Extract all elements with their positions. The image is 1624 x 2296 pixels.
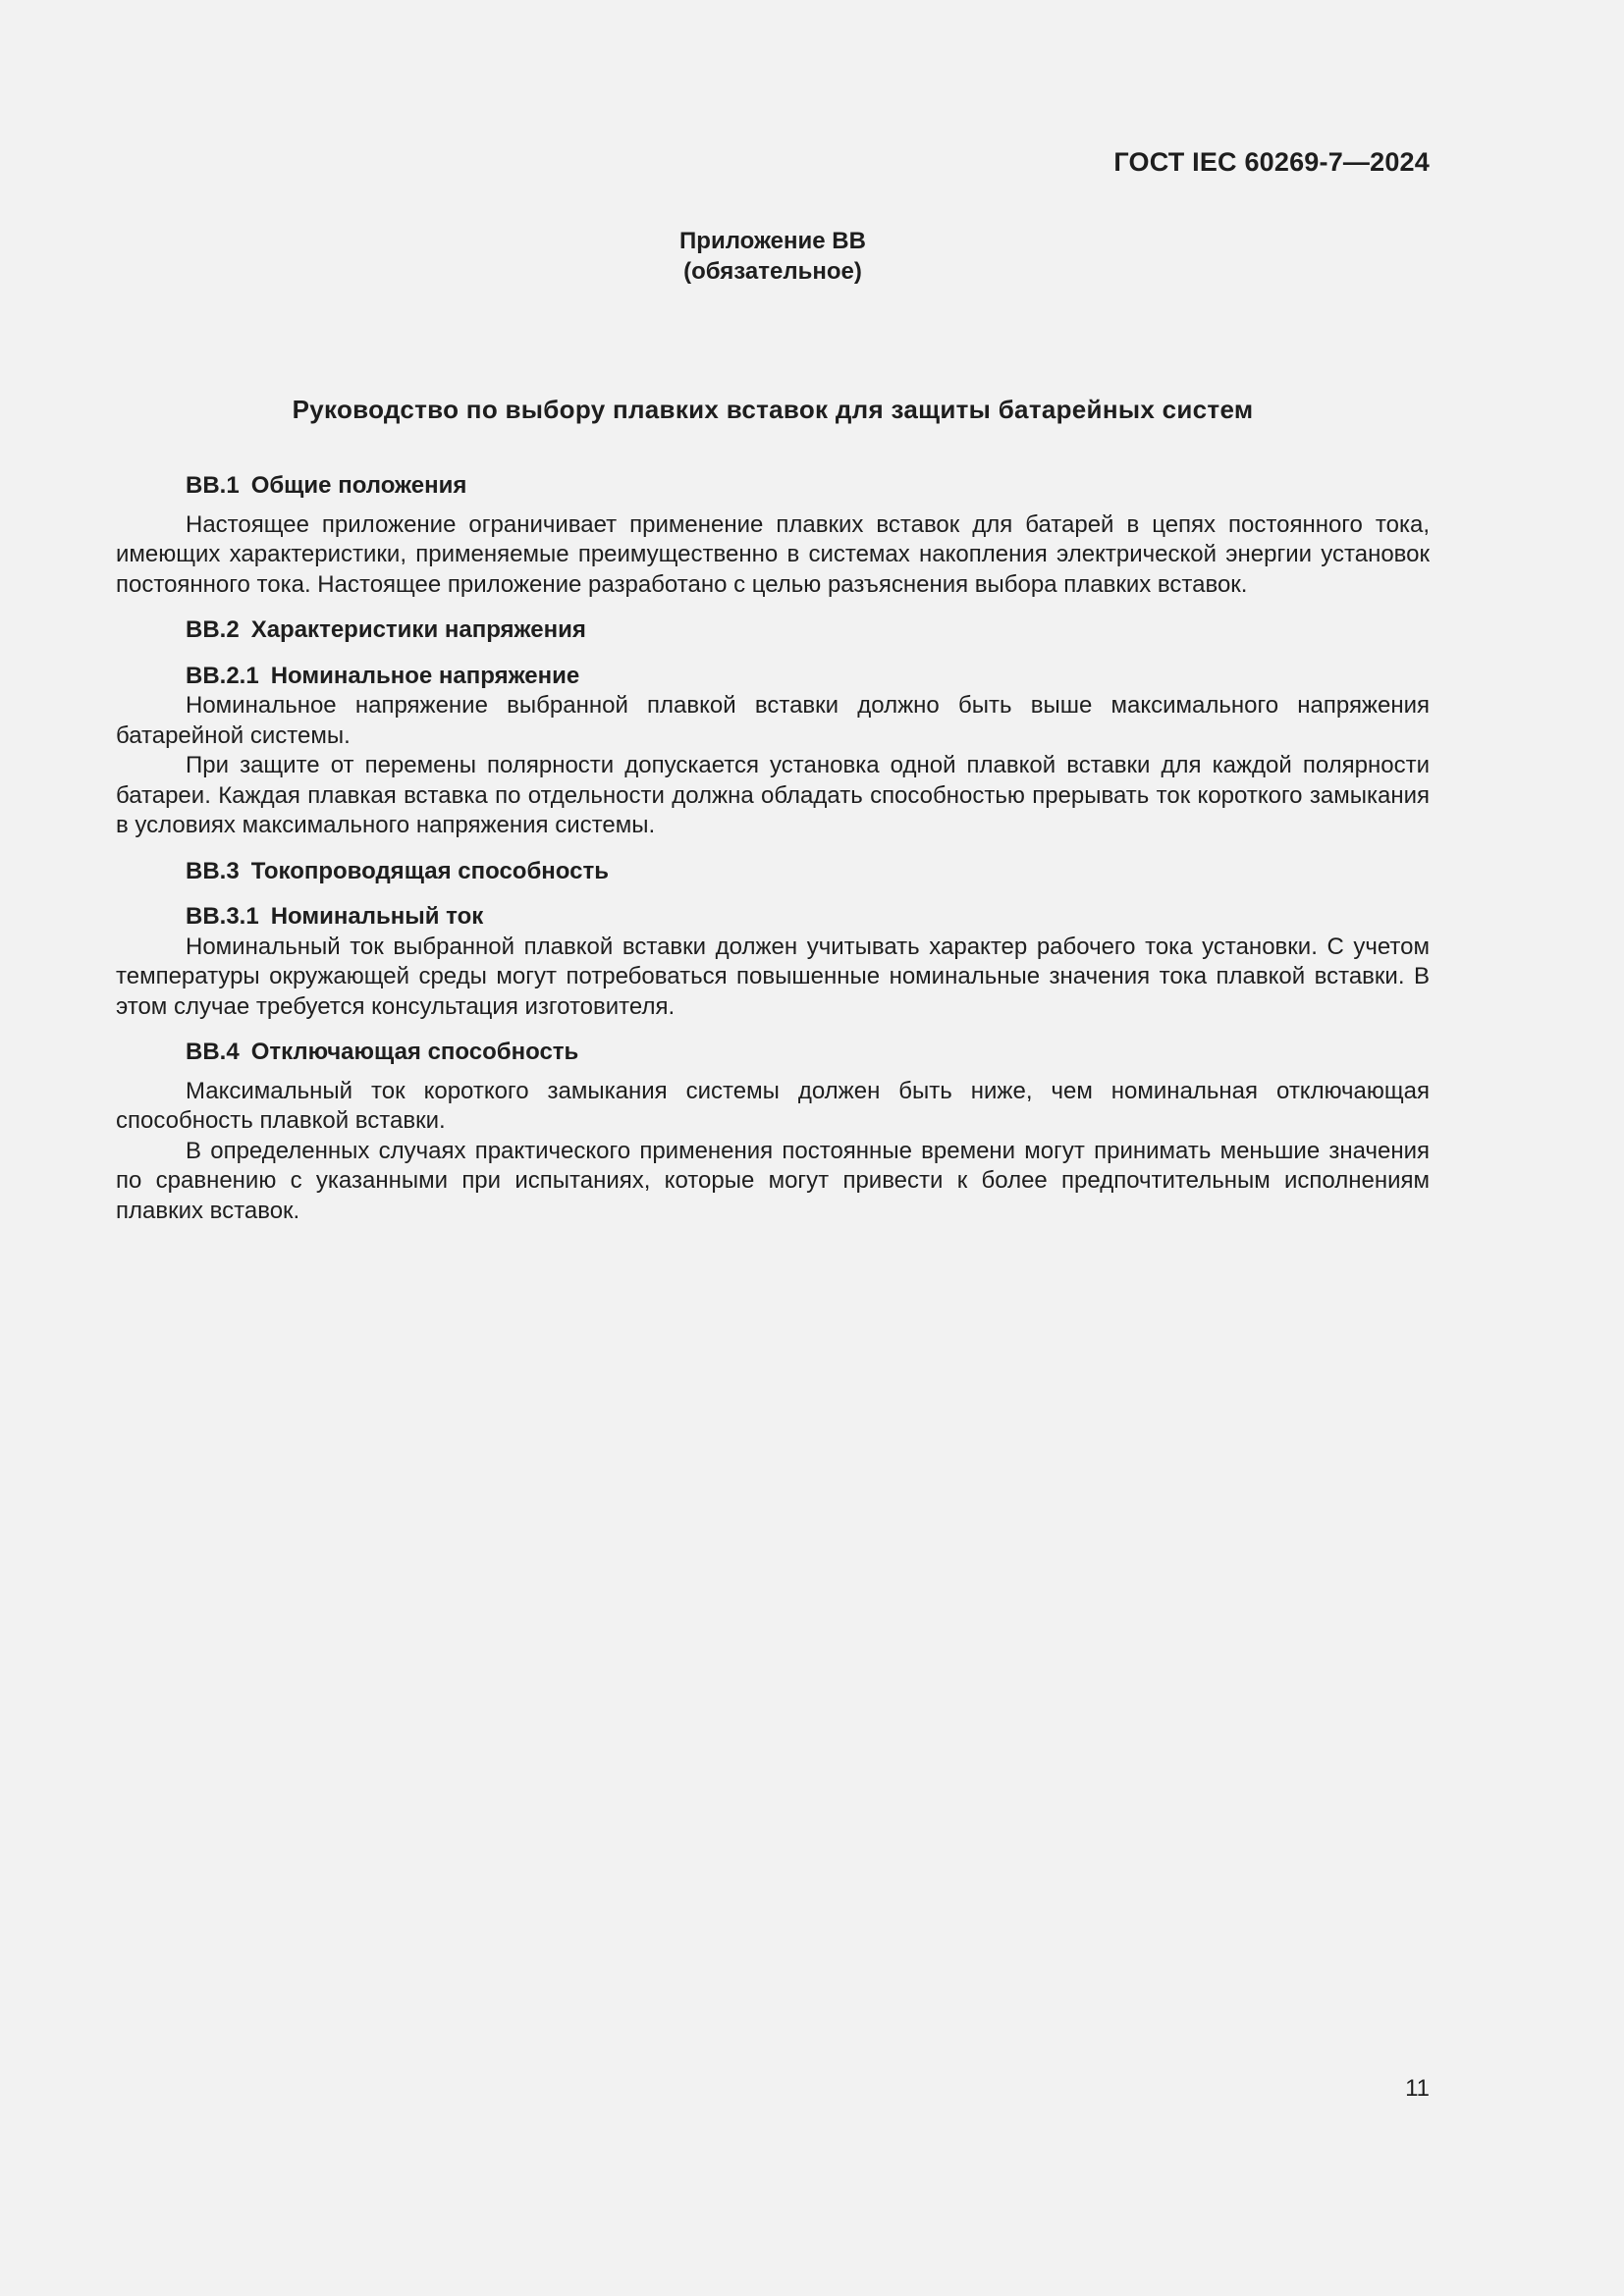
document-id: ГОСТ IEC 60269-7—2024 [1113, 147, 1430, 177]
section-heading-bb3 [116, 857, 1430, 887]
section-number: ВВ.3 [186, 857, 240, 884]
paragraph: Настоящее приложение ограничивает применение плавких вставок для батарей в цепях постоянного тока, имеющих характеристики, применяемые преимущественно в системах накопления электрической энергии установок постоянного тока. Настоящее приложение разработано с целью разъяснения выбора плавких вставок. [116, 510, 1430, 598]
section-number: ВВ.1 [186, 472, 240, 499]
section-number: ВВ.2.1 [186, 662, 259, 689]
page-title: Руководство по выбору плавких вставок для защиты батарейных систем [292, 395, 1254, 424]
section-heading-bb31 [116, 902, 1430, 933]
section-title: Общие положения [250, 472, 467, 499]
section-heading-bb2 [116, 615, 1430, 646]
appendix-status: (обязательное) [683, 258, 862, 285]
paragraph: При защите от перемены полярности допускается установка одной плавкой вставки для каждой полярности батареи. Каждая плавкая вставка по отдельности должна обладать способностью прерывать ток короткого замыкания в условиях максимального напряжения системы. [116, 752, 1430, 838]
section-title: Характеристики напряжения [250, 616, 586, 643]
appendix-title: Приложение ВВ [679, 228, 866, 254]
section-number: ВВ.3.1 [186, 903, 259, 930]
document-body [116, 471, 1430, 1226]
appendix-heading [0, 226, 1545, 287]
section-heading-bb21 [116, 662, 1430, 692]
section-heading-bb4 [116, 1038, 1430, 1068]
section-number: ВВ.2 [186, 616, 240, 643]
paragraph: Номинальный ток выбранной плавкой вставки должен учитывать характер рабочего тока установки. С учетом температуры окружающей среды могут потребоваться повышенные номинальные значения тока плавкой вставки. В этом случае требуется консультация изготовителя. [116, 933, 1430, 1020]
section-title: Отключающая способность [250, 1039, 579, 1065]
section-title: Номинальное напряжение [270, 662, 580, 689]
section-heading-bb1 [116, 471, 1430, 502]
page-number: 11 [1405, 2075, 1430, 2102]
section-title: Номинальный ток [270, 903, 484, 930]
paragraph: Максимальный ток короткого замыкания системы должен быть ниже, чем номинальная отключающая способность плавкой вставки. [116, 1077, 1430, 1134]
section-title: Токопроводящая способность [250, 857, 609, 884]
section-number: ВВ.4 [186, 1039, 240, 1065]
paragraph: Номинальное напряжение выбранной плавкой вставки должно быть выше максимального напряжения батарейной системы. [116, 692, 1430, 749]
paragraph: В определенных случаях практического применения постоянные времени могут принимать меньшие значения по сравнению с указанными при испытаниях, которые могут привести к более предпочтительным исполнениям плавких вставок. [116, 1137, 1430, 1224]
